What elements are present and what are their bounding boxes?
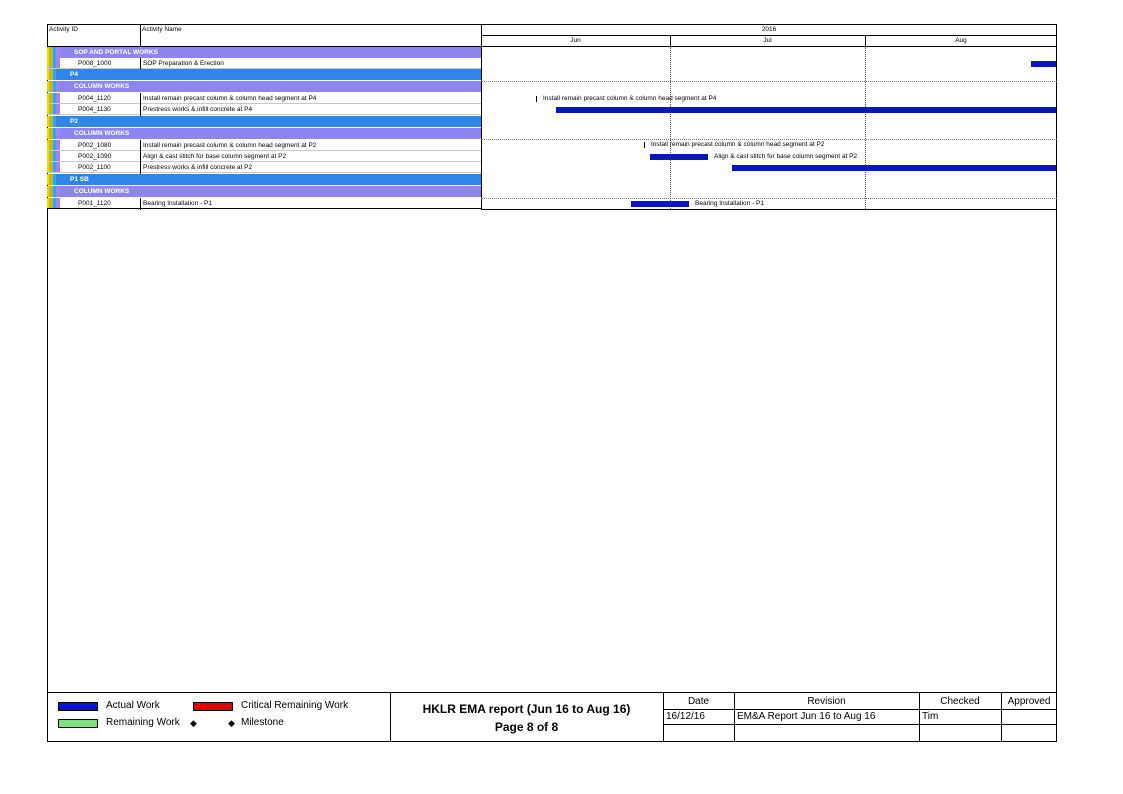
wbs-band-label: COLUMN WORKS — [74, 83, 130, 90]
column-divider — [140, 198, 141, 210]
column-divider — [140, 58, 141, 69]
gantt-bar-p002-1090[interactable] — [650, 154, 708, 160]
wbs-band-column-works[interactable] — [47, 186, 481, 197]
month-divider — [865, 35, 866, 46]
table-cell-revision: EM&A Report Jun 16 to Aug 16 — [737, 711, 876, 722]
activity-name: Align & cast stitch for base column segment at P2 — [143, 153, 287, 160]
activity-row[interactable] — [47, 104, 481, 115]
gantt-month-gridline — [670, 47, 671, 209]
wbs-level-stripes — [47, 174, 60, 185]
activity-name: SOP Preparation & Erection — [143, 60, 224, 67]
wbs-band-sop-portal[interactable] — [47, 47, 481, 58]
legend-remaining-work-label: Remaining Work — [106, 717, 180, 728]
activity-id: P002_1100 — [78, 164, 111, 171]
footer-top-line — [47, 692, 1057, 693]
wbs-level-stripes — [47, 151, 60, 161]
table-cell-checked: Tim — [922, 711, 939, 722]
col-header-activity-id: Activity ID — [49, 26, 78, 33]
wbs-band-label: P2 — [70, 118, 78, 125]
gantt-group-separator — [481, 139, 1057, 140]
report-title: HKLR EMA report (Jun 16 to Aug 16) — [422, 702, 631, 716]
wbs-band-p1-sb[interactable] — [47, 174, 481, 185]
wbs-band-column-works[interactable] — [47, 128, 481, 139]
activity-name: Prestress works & infill concrete at P4 — [143, 106, 253, 113]
legend-critical-remaining-label: Critical Remaining Work — [241, 700, 349, 711]
gantt-bottom-line — [481, 209, 1057, 210]
activity-name: Install remain precast column & column head segment at P4 — [143, 95, 317, 102]
diamond-icon: ◆ — [228, 718, 235, 728]
legend-critical-remaining-swatch — [193, 702, 233, 711]
activity-id: P001_1120 — [78, 200, 111, 207]
wbs-level-stripes — [47, 58, 60, 68]
gantt-label-p002-1090: Align & cast stitch for base column segment at P2 — [714, 153, 858, 160]
legend-actual-work-label: Actual Work — [106, 700, 160, 711]
table-cell-date: 16/12/16 — [666, 711, 705, 722]
table-header-checked: Checked — [940, 696, 980, 707]
wbs-level-stripes — [47, 81, 60, 92]
wbs-level-stripes — [47, 47, 60, 58]
activity-id: P002_1080 — [78, 142, 112, 149]
wbs-level-stripes — [47, 69, 60, 80]
col-header-activity-name: Activity Name — [142, 26, 182, 33]
activity-name: Bearing Installation - P1 — [143, 200, 213, 207]
gantt-bar-p002-1100[interactable] — [732, 165, 1056, 171]
wbs-band-p2[interactable] — [47, 116, 481, 127]
timeline-year: 2016 — [761, 26, 777, 33]
month-aug: Aug — [955, 37, 967, 44]
gantt-milestone-tick — [536, 96, 537, 102]
gantt-month-gridline — [865, 47, 866, 209]
wbs-level-stripes — [47, 104, 60, 114]
gantt-label-p004-1120: Install remain precast column & column head segment at P4 — [543, 95, 717, 102]
column-divider — [140, 140, 141, 174]
table-header-date: Date — [687, 696, 710, 707]
legend-milestone-label: Milestone — [241, 717, 284, 728]
wbs-level-stripes — [47, 140, 60, 150]
gantt-group-separator — [481, 81, 1057, 82]
activity-row[interactable] — [47, 198, 481, 209]
wbs-level-stripes — [47, 116, 60, 127]
wbs-level-stripes — [47, 186, 60, 197]
month-jun: Jun — [570, 37, 581, 44]
activity-row[interactable] — [47, 58, 481, 69]
wbs-band-label: COLUMN WORKS — [74, 188, 130, 195]
activity-id: P002_1090 — [78, 153, 112, 160]
gantt-bar-p004-1130[interactable] — [556, 107, 1056, 113]
wbs-level-stripes — [47, 198, 60, 208]
activity-row[interactable] — [47, 140, 481, 151]
table-row-divider — [663, 709, 1057, 710]
activity-id: P004_1120 — [78, 95, 111, 102]
gantt-group-separator — [481, 198, 1057, 199]
diamond-icon: ◆ — [190, 718, 197, 728]
legend-remaining-work-swatch — [58, 719, 98, 728]
report-page-number: Page 8 of 8 — [494, 720, 559, 734]
table-header-revision: Revision — [807, 696, 846, 707]
gantt-bar-p001-1120[interactable] — [631, 201, 689, 207]
gantt-label-p001-1120: Bearing Installation - P1 — [695, 200, 765, 207]
wbs-band-label: COLUMN WORKS — [74, 130, 130, 137]
legend-actual-work-swatch — [58, 702, 98, 711]
activity-id: P004_1130 — [78, 106, 111, 113]
activity-row[interactable] — [47, 162, 481, 173]
table-gantt-divider — [481, 24, 482, 210]
activity-row[interactable] — [47, 93, 481, 104]
wbs-band-label: P1 SB — [70, 176, 89, 183]
month-divider — [670, 35, 671, 46]
table-header-approved: Approved — [1007, 696, 1051, 707]
wbs-level-stripes — [47, 93, 60, 103]
header-divider — [140, 24, 141, 46]
column-divider — [140, 93, 141, 116]
wbs-band-column-works[interactable] — [47, 81, 481, 92]
month-jul: Jul — [763, 37, 772, 44]
gantt-label-p002-1080: Install remain precast column & column head segment at P2 — [651, 141, 825, 148]
wbs-band-p4[interactable] — [47, 69, 481, 80]
wbs-level-stripes — [47, 128, 60, 139]
wbs-level-stripes — [47, 162, 60, 172]
footer-divider — [390, 692, 391, 742]
gantt-milestone-tick — [644, 142, 645, 148]
table-row-divider — [663, 724, 1057, 725]
activity-row[interactable] — [47, 151, 481, 162]
activity-name: Prestress works & infill concrete at P2 — [143, 164, 253, 171]
activity-id: P008_1000 — [78, 60, 112, 67]
gantt-bar-p008-1000[interactable] — [1031, 61, 1056, 67]
wbs-band-label: SOP AND PORTAL WORKS — [74, 49, 158, 56]
activity-name: Install remain precast column & column head segment at P2 — [143, 142, 317, 149]
wbs-band-label: P4 — [70, 71, 78, 78]
